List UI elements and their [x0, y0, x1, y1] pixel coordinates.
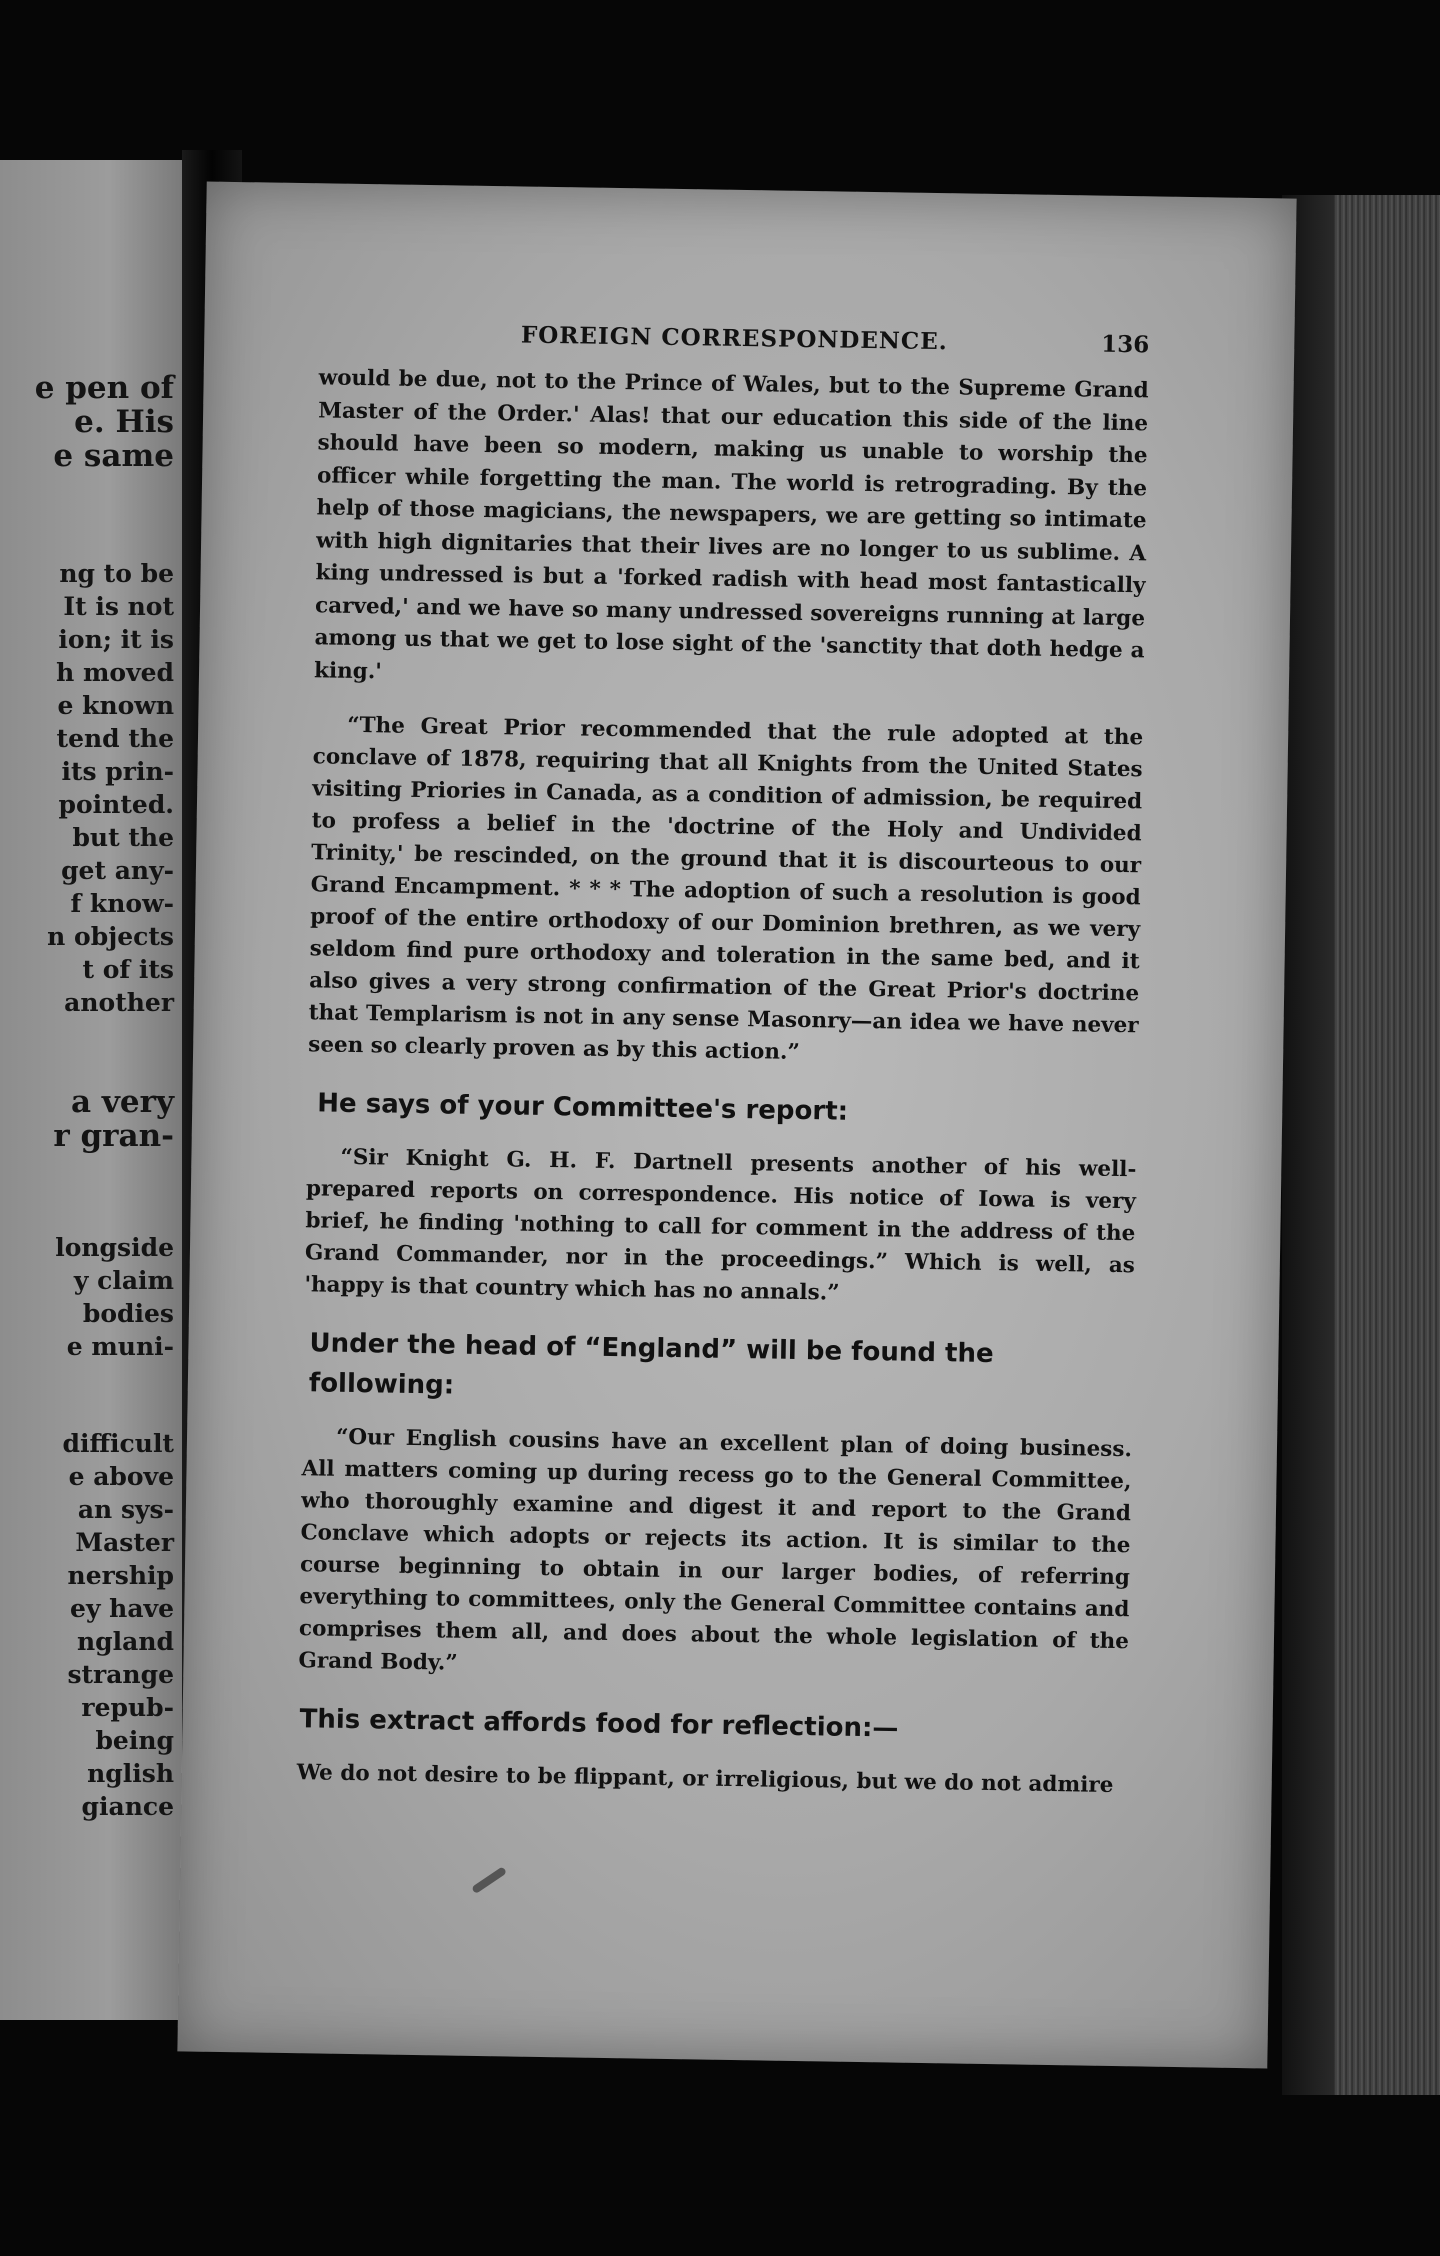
left-page-line: e pen of — [34, 370, 174, 406]
running-head-title: FOREIGN CORRESPONDENCE. — [520, 321, 948, 356]
left-page-line: longside — [55, 1233, 174, 1262]
left-page-line: repub- — [81, 1693, 174, 1722]
left-page-line: e known — [57, 691, 174, 720]
page-number: 136 — [1101, 330, 1150, 359]
left-page-line: e muni- — [66, 1332, 174, 1361]
left-page-line: n objects — [47, 922, 174, 951]
left-page-line: another — [64, 988, 174, 1017]
left-page-line: strange — [67, 1660, 174, 1689]
section-heading-england: Under the head of “England” will be found the following: — [308, 1328, 994, 1401]
left-page-line: e. His — [74, 404, 174, 440]
left-page-line: Master — [75, 1528, 174, 1557]
left-page-line: h moved — [56, 658, 174, 687]
paragraph-continuation: would be due, not to the Prince of Wales, but to the Supreme Grand Master of the Order.' Alas! that our education this side of the line should have been so modern, making us unable to worship the officer while forgetting the man. The world is retrograding. By the help of those magicians, the newspapers, we are getting so intimate with high dignitaries that their lives are no longer to us sublime. A king undressed is but a 'forked radish with head most fantastically carved,' and we have so many undressed sovereigns running at large among us that we get to lose sight of the 'sanctity that doth hedge a king.' — [313, 365, 1149, 684]
book-page — [177, 182, 1296, 2069]
paragraph-great-prior: “The Great Prior recommended that the rule adopted at the conclave of 1878, requiring that all Knights from the United States visiting Priories in Canada, as a condition of admission, be required to profess a belief in the 'doctrine of the Holy and Undivided Trinity,' be rescinded, on the ground that it is discourteous to our Grand Encampment. * * * The adoption of such a resolution is good proof of the entire orthodoxy of our Dominion brethren, as we very seldom find pure orthodoxy and toleration in the same bed, and it also gives a very strong confirmation of the Great Prior's doctrine that Templarism is not in any sense Masonry—an idea we have never seen so clearly proven as by this action.” — [308, 712, 1144, 1065]
left-page-line: It is not — [63, 592, 174, 621]
left-page-line: nglish — [87, 1759, 174, 1788]
left-page-line: e same — [53, 438, 174, 474]
paragraph-dartnell: “Sir Knight G. H. F. Dartnell presents another of his well-prepared reports on correspondence. His notice of Iowa is very brief, he finding 'nothing to call for comment in the address of the Grand Commander, nor in the proceedings.” Which is well, as 'happy is that country which has no annals.” — [304, 1144, 1137, 1306]
left-page-line: a very — [71, 1084, 174, 1120]
left-page-line: get any- — [61, 856, 174, 885]
left-page-line: difficult — [62, 1429, 174, 1458]
ink-smudge — [471, 1866, 507, 1894]
paragraph-final-line: We do not desire to be flippant, or irreligious, but we do not admire — [296, 1760, 1114, 1798]
left-page-line: nership — [67, 1561, 174, 1590]
left-page-line: giance — [81, 1792, 174, 1821]
section-heading-committee-report: He says of your Committee's report: — [317, 1088, 849, 1127]
left-page-line: ion; it is — [58, 625, 174, 654]
left-page-line: tend the — [56, 724, 174, 753]
left-page-line: y claim — [73, 1266, 174, 1295]
left-page-line: ng to be — [59, 559, 174, 588]
left-page-line: e above — [68, 1462, 174, 1491]
left-page-line: bodies — [82, 1299, 174, 1328]
paragraph-english-cousins: “Our English cousins have an excellent plan of doing business. All matters coming up during recess go to the General Committee, who thoroughly examine and digest it and report to the Grand Conclave which adopts or rejects its action. It is similar to the course beginning to obtain in our larger bodies, of referring everything to committees, only the General Committee contains and comprises them all, and does about the whole legislation of the Grand Body.” — [298, 1424, 1133, 1676]
page-text-block — [297, 318, 1150, 1802]
left-page-line: t of its — [82, 955, 174, 984]
left-page-fragment — [0, 160, 182, 2020]
left-page-line: its prin- — [61, 757, 174, 786]
left-page-line: being — [95, 1726, 174, 1755]
left-page-line: f know- — [70, 889, 174, 918]
section-heading-extract: This extract affords food for reflection:— — [299, 1704, 899, 1744]
left-page-line: r gran- — [53, 1118, 174, 1154]
left-page-line: ey have — [70, 1594, 174, 1623]
left-page-line: ngland — [76, 1627, 174, 1656]
left-page-line: an sys- — [77, 1495, 174, 1524]
left-page-line: pointed. — [58, 790, 174, 819]
left-page-line: but the — [72, 823, 174, 852]
